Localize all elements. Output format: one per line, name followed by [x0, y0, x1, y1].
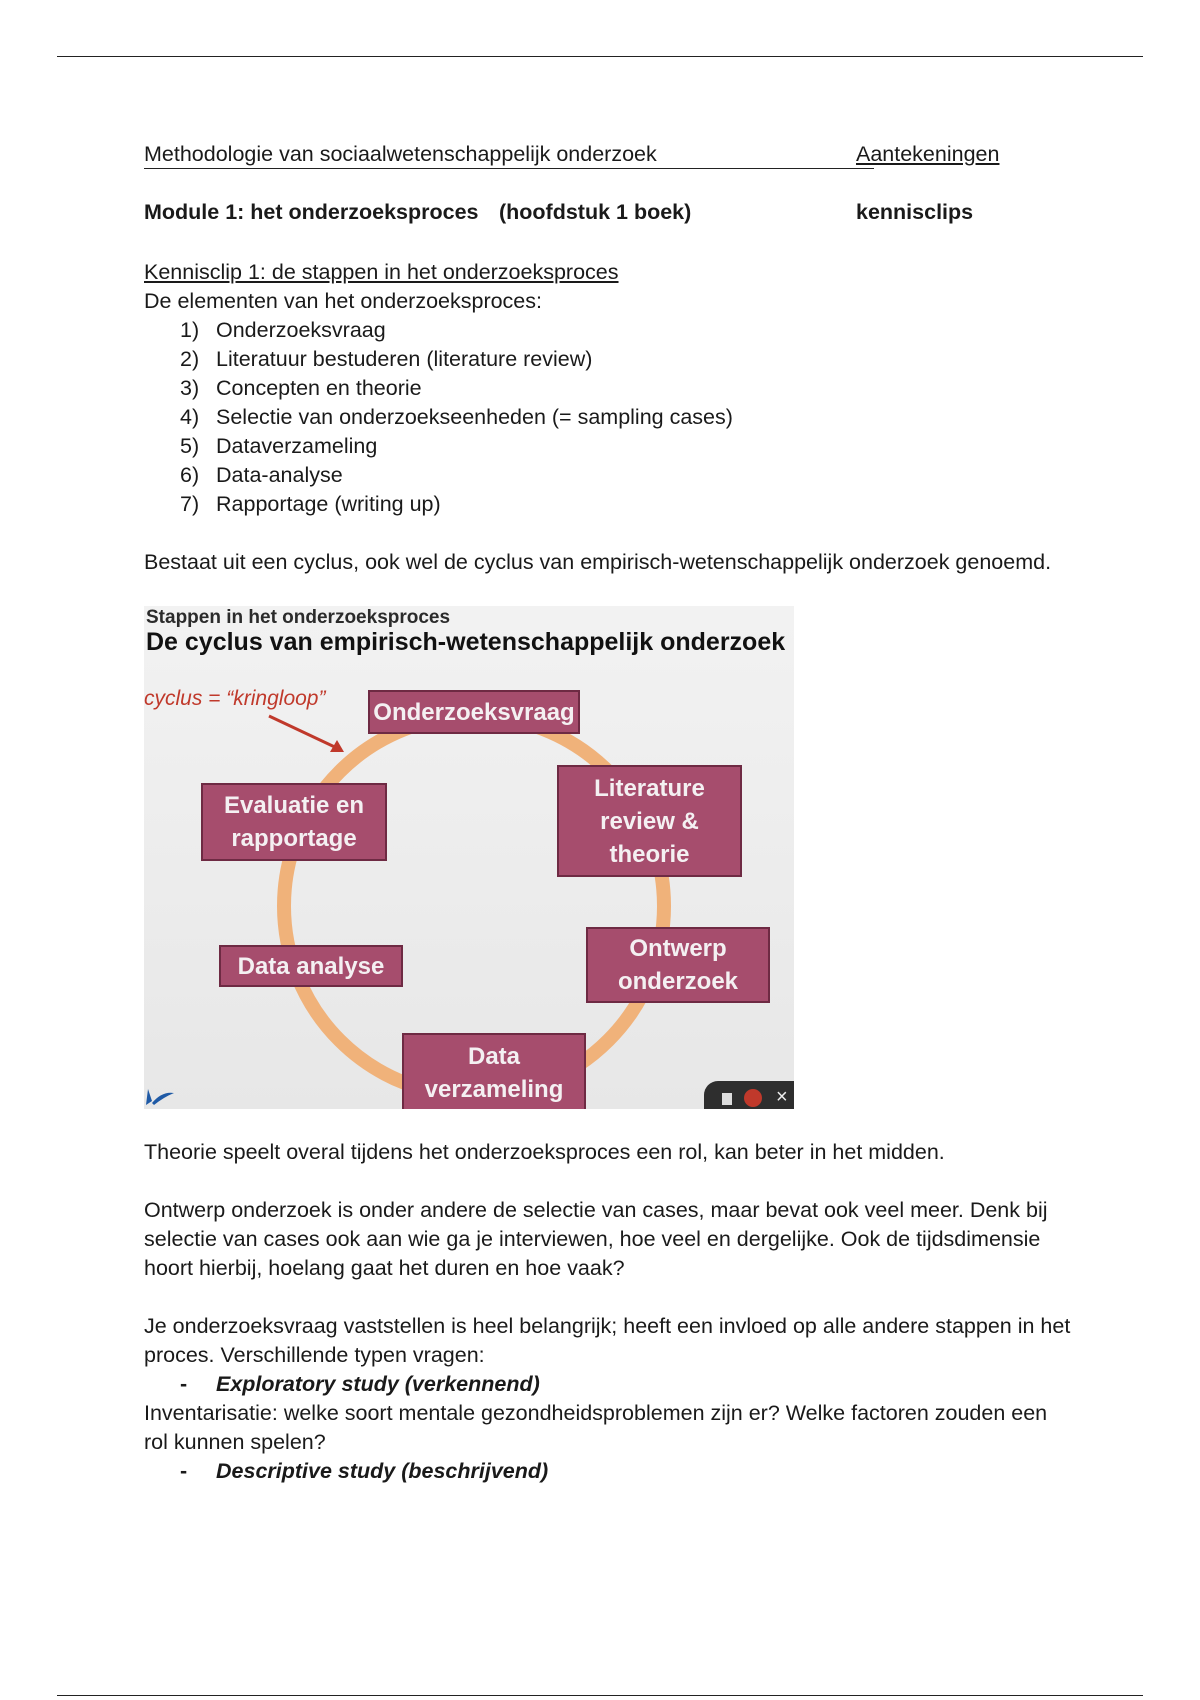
module-title: Module 1: het onderzoeksproces: [144, 200, 479, 224]
clip-intro: De elementen van het onderzoeksproces:: [144, 289, 542, 313]
module-heading: [144, 198, 1074, 228]
figure-supertitle: Stappen in het onderzoeksproces: [146, 607, 451, 628]
figure-title: De cyclus van empirisch-wetenschappelijk onderzoek: [146, 628, 786, 656]
list-item: 1) Onderzoeksvraag: [180, 318, 386, 342]
bottom-rule: [57, 1695, 1143, 1696]
course-title: Methodologie van sociaalwetenschappelijk onderzoek: [144, 140, 874, 169]
clip-title: Kennisclip 1: de stappen in het onderzoeksproces: [144, 260, 619, 284]
paragraph-theorie: Theorie speelt overal tijdens het onderzoeksproces een rol, kan beter in het midden.: [144, 1140, 945, 1164]
list-item: 2) Literatuur bestuderen (literature review): [180, 347, 593, 371]
paragraph-ontwerp: Ontwerp onderzoek is onder andere de selectie van cases, maar bevat ook veel meer. Denk bij selectie van cases ook aan wie ga je interviewen, hoe veel en dergelijke. Ook de tijdsdimensie hoort hierbij, hoelang gaat het duren en hoe vaak?: [144, 1198, 1048, 1280]
pause-icon[interactable]: [744, 1089, 762, 1107]
stop-icon[interactable]: [722, 1093, 732, 1105]
list-item-exploratory: - Exploratory study (verkennend): [180, 1372, 540, 1396]
cycle-figure: [144, 606, 794, 1109]
box-literature: Literature review & theorie: [557, 765, 742, 877]
box-onderzoeksvraag: Onderzoeksvraag: [368, 690, 580, 734]
module-right-label: kennisclips: [856, 200, 974, 224]
document-body: [144, 140, 1074, 1486]
list-item: 3) Concepten en theorie: [180, 376, 422, 400]
paragraph-onderzoeksvraag: Je onderzoeksvraag vaststellen is heel belangrijk; heeft een invloed op alle andere stappen in het proces. Verschillende typen vragen:: [144, 1314, 1071, 1367]
list-item-descriptive: - Descriptive study (beschrijvend): [180, 1459, 549, 1483]
box-ontwerp: Ontwerp onderzoek: [586, 927, 770, 1003]
list-item: 6) Data-analyse: [180, 463, 343, 487]
close-icon[interactable]: ×: [776, 1086, 788, 1108]
video-controls[interactable]: [704, 1081, 794, 1109]
list-item: 5) Dataverzameling: [180, 434, 378, 458]
logo-icon: [144, 1085, 178, 1107]
list-item: 4) Selectie van onderzoekseenheden (= sampling cases): [180, 405, 733, 429]
box-verzameling: Data verzameling: [402, 1033, 586, 1109]
steps-list: [144, 316, 1074, 519]
module-chapter: (hoofdstuk 1 boek): [499, 200, 692, 224]
list-item: 7) Rapportage (writing up): [180, 492, 441, 516]
paragraph-exploratory: Inventarisatie: welke soort mentale gezondheidsproblemen zijn er? Welke factoren zouden een rol kunnen spelen?: [144, 1401, 1048, 1454]
top-rule: [57, 56, 1143, 57]
box-evaluatie: Evaluatie en rapportage: [201, 783, 387, 861]
paragraph-cycle: Bestaat uit een cyclus, ook wel de cyclus van empirisch-wetenschappelijk onderzoek genoemd.: [144, 550, 1052, 574]
notes-label: Aantekeningen: [856, 142, 1000, 166]
figure-annotation: cyclus = “kringloop”: [144, 687, 326, 710]
document-header: [144, 140, 1074, 170]
box-analyse: Data analyse: [219, 945, 403, 987]
